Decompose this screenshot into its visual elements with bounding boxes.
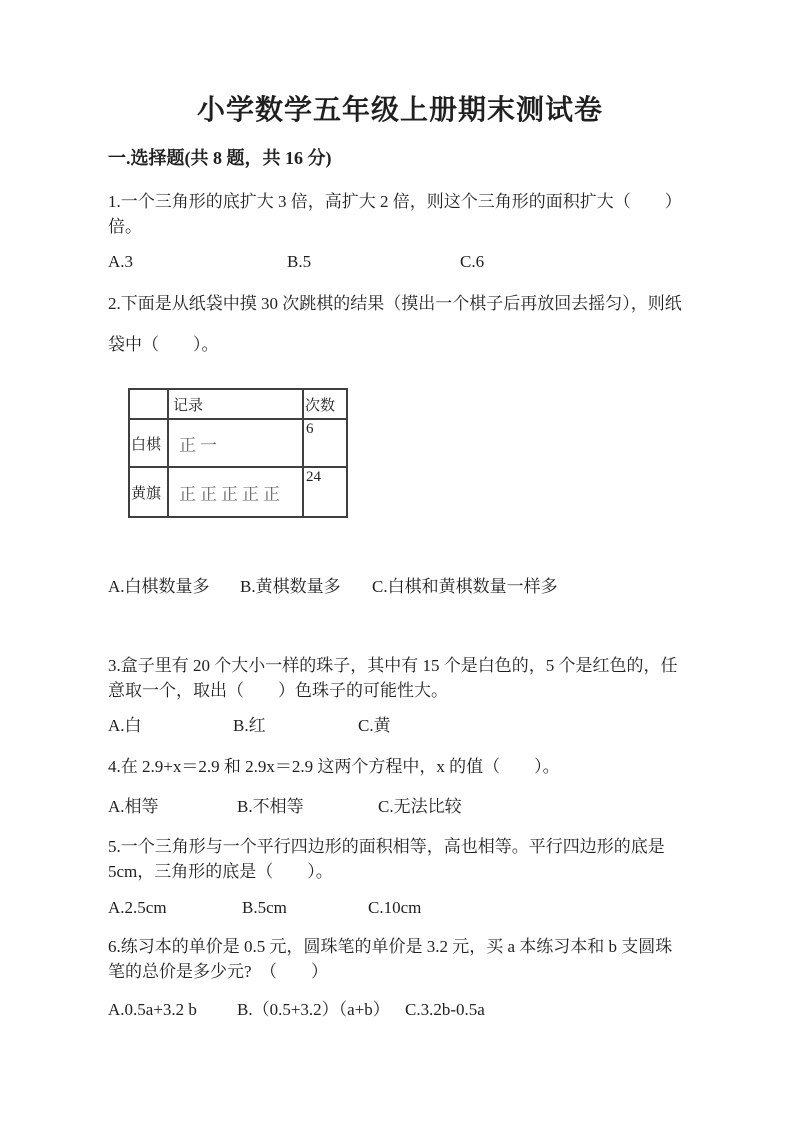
- row-label-white: 白棋: [129, 419, 168, 467]
- table-row-white-pieces: [129, 419, 347, 467]
- row-label-yellow: 黄旗: [129, 467, 168, 517]
- question-6-option-a: A.0.5a+3.2 b: [108, 1000, 197, 1019]
- question-1-text-line: 倍。: [108, 217, 142, 236]
- row-record-white: 正一: [168, 419, 303, 467]
- question-6-option-c: C.3.2b-0.5a: [405, 1000, 485, 1019]
- question-1-options: [108, 249, 696, 274]
- question-1: [108, 189, 696, 274]
- question-3-options: [108, 713, 696, 738]
- question-6-text-line: 笔的总价是多少元? （ ）: [108, 962, 329, 981]
- question-5-option-b: B.5cm: [242, 898, 287, 917]
- question-1-option-a: A.3: [108, 252, 134, 271]
- question-5-text-line: 5.一个三角形与一个平行四边形的面积相等，高也相等。平行四边形的底是: [108, 837, 665, 856]
- question-4-option-c: C.无法比较: [378, 797, 462, 816]
- question-3-text-line: 意取一个，取出（ ）色珠子的可能性大。: [108, 681, 448, 700]
- tally-table-header-row: [129, 389, 347, 419]
- question-4-option-b: B.不相等: [237, 797, 304, 816]
- question-2-option-a: A.白棋数量多: [108, 577, 210, 596]
- question-3-option-c: C.黄: [358, 716, 391, 735]
- row-count-yellow: 24: [303, 467, 347, 517]
- question-5-option-a: A.2.5cm: [108, 898, 167, 917]
- question-6-text-line: 6.练习本的单价是 0.5 元，圆珠笔的单价是 3.2 元，买 a 本练习本和 b 支圆珠: [108, 937, 673, 956]
- question-2-option-c: C.白棋和黄棋数量一样多: [372, 577, 558, 596]
- question-3: [108, 653, 696, 738]
- question-6-options: [108, 997, 696, 1022]
- question-2-options: [108, 574, 696, 599]
- question-5: [108, 834, 696, 920]
- page-title: 小学数学五年级上册期末测试卷: [196, 95, 603, 126]
- section-heading-multiple-choice: 一.选择题(共 8 题，共 16 分): [108, 148, 332, 168]
- table-row-yellow-pieces: [129, 467, 347, 517]
- question-4-options: [108, 794, 696, 819]
- question-2-text-line: 袋中（ ）。: [108, 335, 219, 354]
- question-2-text-line: 2.下面是从纸袋中摸 30 次跳棋的结果（摸出一个棋子后再放回去摇匀），则纸: [108, 294, 682, 313]
- question-1-option-b: B.5: [287, 252, 312, 271]
- tally-header-empty: [129, 389, 168, 419]
- question-4-text-line: 4.在 2.9+x＝2.9 和 2.9x＝2.9 这两个方程中，x 的值（ ）。: [108, 757, 560, 776]
- tally-table: [128, 388, 348, 518]
- question-3-text-line: 3.盒子里有 20 个大小一样的珠子，其中有 15 个是白色的，5 个是红色的，任: [108, 656, 678, 675]
- question-2-option-b: B.黄棋数量多: [240, 577, 341, 596]
- question-5-text-line: 5cm，三角形的底是（ ）。: [108, 862, 333, 881]
- question-5-option-c: C.10cm: [368, 898, 422, 917]
- row-count-white: 6: [303, 419, 347, 467]
- tally-header-record: 记录: [168, 389, 303, 419]
- question-1-option-c: C.6: [460, 252, 485, 271]
- question-6: [108, 934, 696, 1022]
- question-3-option-b: B.红: [233, 716, 266, 735]
- question-5-options: [108, 895, 696, 920]
- question-1-text-line: 1.一个三角形的底扩大 3 倍，高扩大 2 倍，则这个三角形的面积扩大（ ）: [108, 192, 682, 211]
- page-content: [108, 146, 696, 1022]
- question-3-option-a: A.白: [108, 716, 142, 735]
- question-6-option-b: B.（0.5+3.2）（a+b）: [237, 1000, 390, 1019]
- question-4-option-a: A.相等: [108, 797, 159, 816]
- tally-header-count: 次数: [303, 389, 347, 419]
- question-4: [108, 754, 696, 819]
- question-2: [108, 291, 696, 599]
- row-record-yellow: 正正正正正: [168, 467, 303, 517]
